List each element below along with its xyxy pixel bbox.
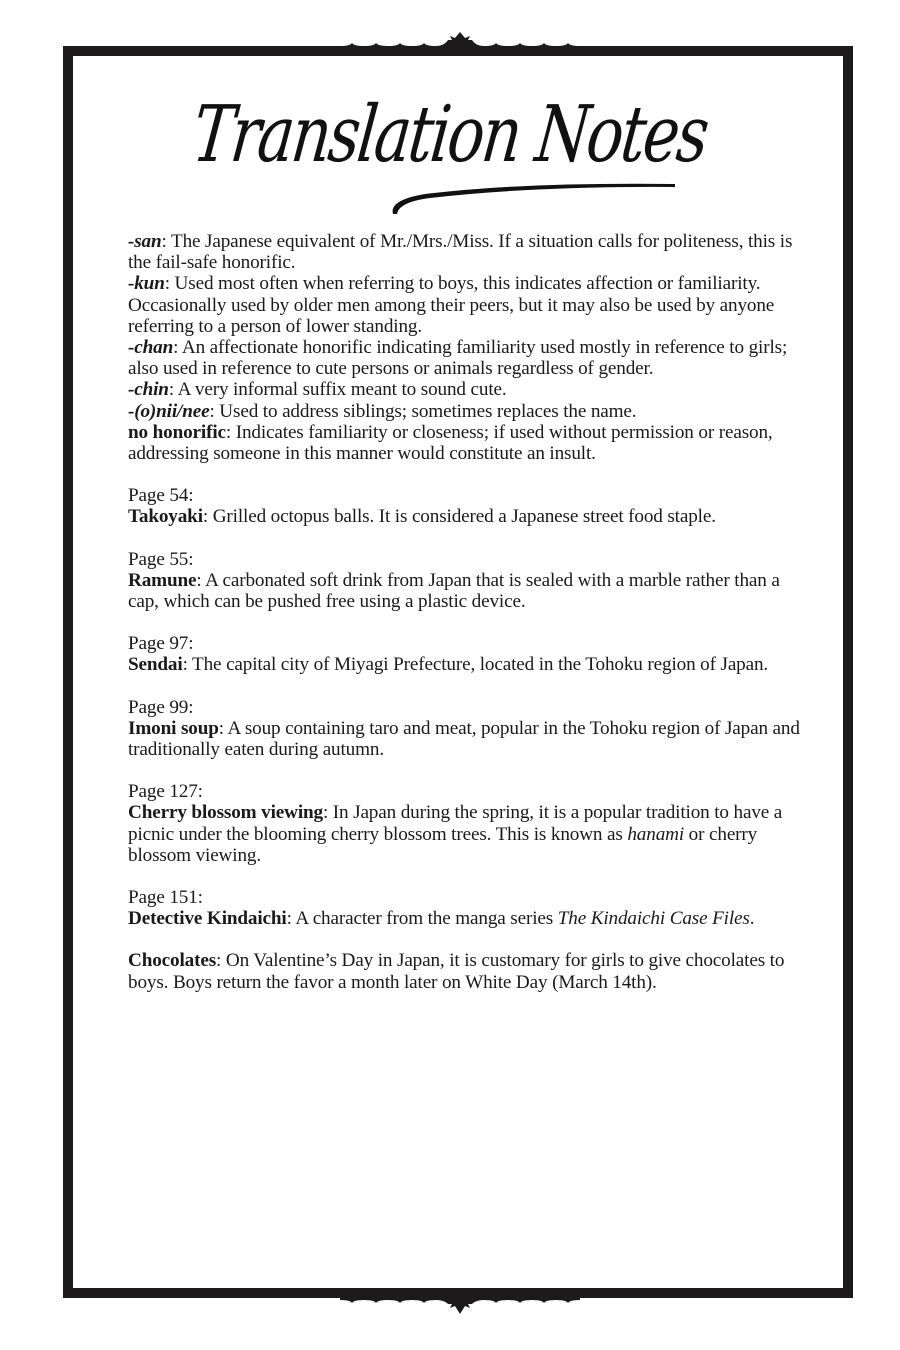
honorific-entry: no honorific: Indicates familiarity or closeness; if used without permission or reason, addressing someone in this manner would constitute an insult. xyxy=(128,421,773,465)
honorific-entry: -san: The Japanese equivalent of Mr./Mrs./Miss. If a situation calls for politeness, this is the fail-safe honorific. xyxy=(128,231,793,274)
note-page-ref: Page 151: xyxy=(128,887,203,909)
note-entry: Takoyaki: Grilled octopus balls. It is considered a Japanese street food staple. xyxy=(128,506,716,528)
note-page-ref: Page 97: xyxy=(128,633,194,655)
title-underline-swash-icon xyxy=(385,178,685,218)
note-page-ref: Page 55: xyxy=(128,548,194,570)
honorific-entry: -chan: An affectionate honorific indicating familiarity used mostly in reference to girls; also used in reference to cute persons or animals regardless of gender. xyxy=(128,337,788,380)
note-entry: Ramune: A carbonated soft drink from Japan that is sealed with a marble rather than a cap, which can be pushed free using a plastic device. xyxy=(128,569,780,613)
note-entry: Sendai: The capital city of Miyagi Prefecture, located in the Tohoku region of Japan. xyxy=(128,654,769,676)
honorific-entry: -(o)nii/nee: Used to address siblings; sometimes replaces the name. xyxy=(128,400,637,422)
note-entry: Imoni soup: A soup containing taro and meat, popular in the Tohoku region of Japan and traditionally eaten during autumn. xyxy=(128,717,800,761)
note-page-ref: Page 99: xyxy=(128,696,194,718)
page-title-text: Translation Notes xyxy=(188,90,712,180)
note-entry: Detective Kindaichi: A character from the manga series The Kindaichi Case Files. xyxy=(128,908,755,930)
honorific-entry: -kun: Used most often when referring to boys, this indicates affection or familiarity. Occasionally used by older men among their peers, but it may also be used by anyone referring to a person of lower standing. xyxy=(128,273,775,337)
honorific-entry: -chin: A very informal suffix meant to sound cute. xyxy=(128,379,507,401)
translation-notes-body xyxy=(128,231,808,993)
note-entry: Chocolates: On Valentine’s Day in Japan, it is customary for girls to give chocolates to boys. Boys return the favor a month later on White Day (March 14th). xyxy=(128,950,785,993)
note-page-ref: Page 54: xyxy=(128,485,194,507)
bottom-ornament-icon xyxy=(340,1296,580,1316)
note-page-ref: Page 127: xyxy=(128,781,203,803)
note-entry: Cherry blossom viewing: In Japan during the spring, it is a popular tradition to have a picnic under the blooming cherry blossom trees. This is known as hanami or cherry blossom viewing. xyxy=(128,802,783,866)
